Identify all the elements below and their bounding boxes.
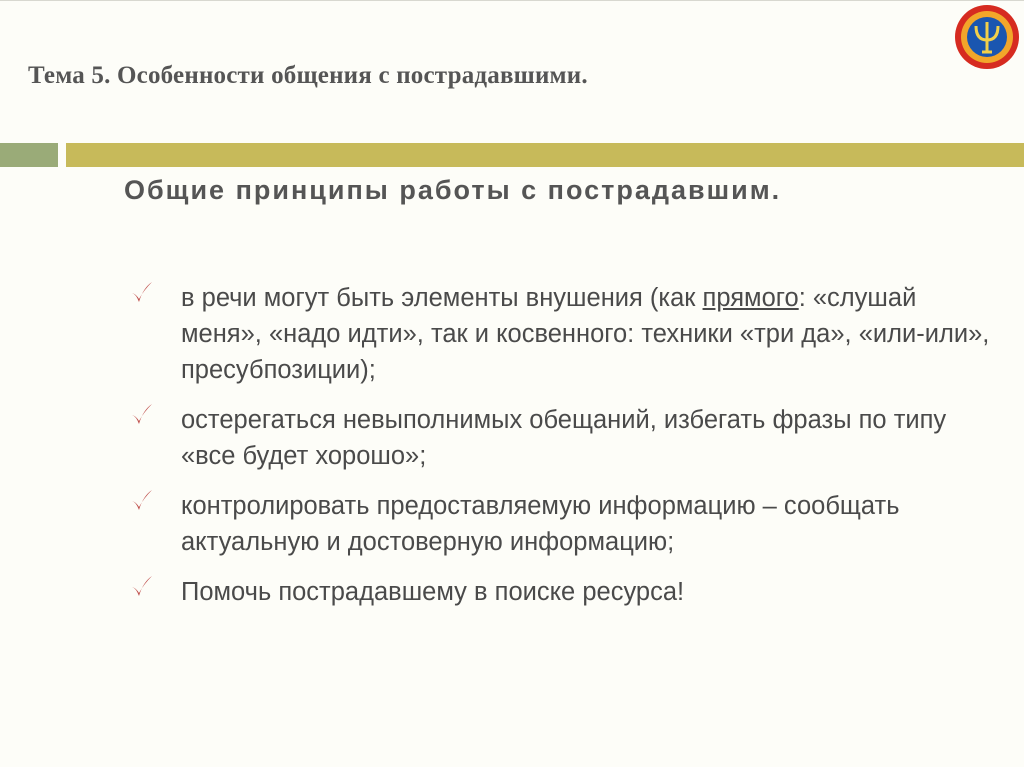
list-item <box>130 574 990 610</box>
bullet-list <box>130 280 990 624</box>
checkmark-icon <box>130 402 154 428</box>
list-item <box>130 402 990 474</box>
bullet-text-part: в речи могут быть элементы внушения (как <box>181 284 703 312</box>
accent-bar-left <box>0 143 58 167</box>
slide-subtitle: Общие принципы работы с пострадавшим. <box>124 175 782 205</box>
checkmark-icon <box>130 280 154 306</box>
checkmark-icon <box>130 574 154 600</box>
slide-title: Тема 5. Особенности общения с пострадавшими. <box>28 62 588 89</box>
bullet-text: остерегаться невыполнимых обещаний, избегать фразы по типу «все будет хорошо»; <box>181 406 947 470</box>
bullet-text: контролировать предоставляемую информацию – сообщать актуальную и достоверную информацию; <box>181 492 900 556</box>
bullet-text: Помочь пострадавшему в поиске ресурса! <box>181 578 685 606</box>
list-item <box>130 488 990 560</box>
bullet-underlined-word: прямого <box>702 284 799 312</box>
accent-bar-right <box>66 143 1024 167</box>
bullet-text-part: : «слушай меня», «надо идти», так и косвенного: техники «три да», «или-или», пресубпозиции); <box>181 284 990 384</box>
checkmark-icon <box>130 488 154 514</box>
psi-emblem-icon <box>954 4 1020 70</box>
list-item <box>130 280 990 388</box>
